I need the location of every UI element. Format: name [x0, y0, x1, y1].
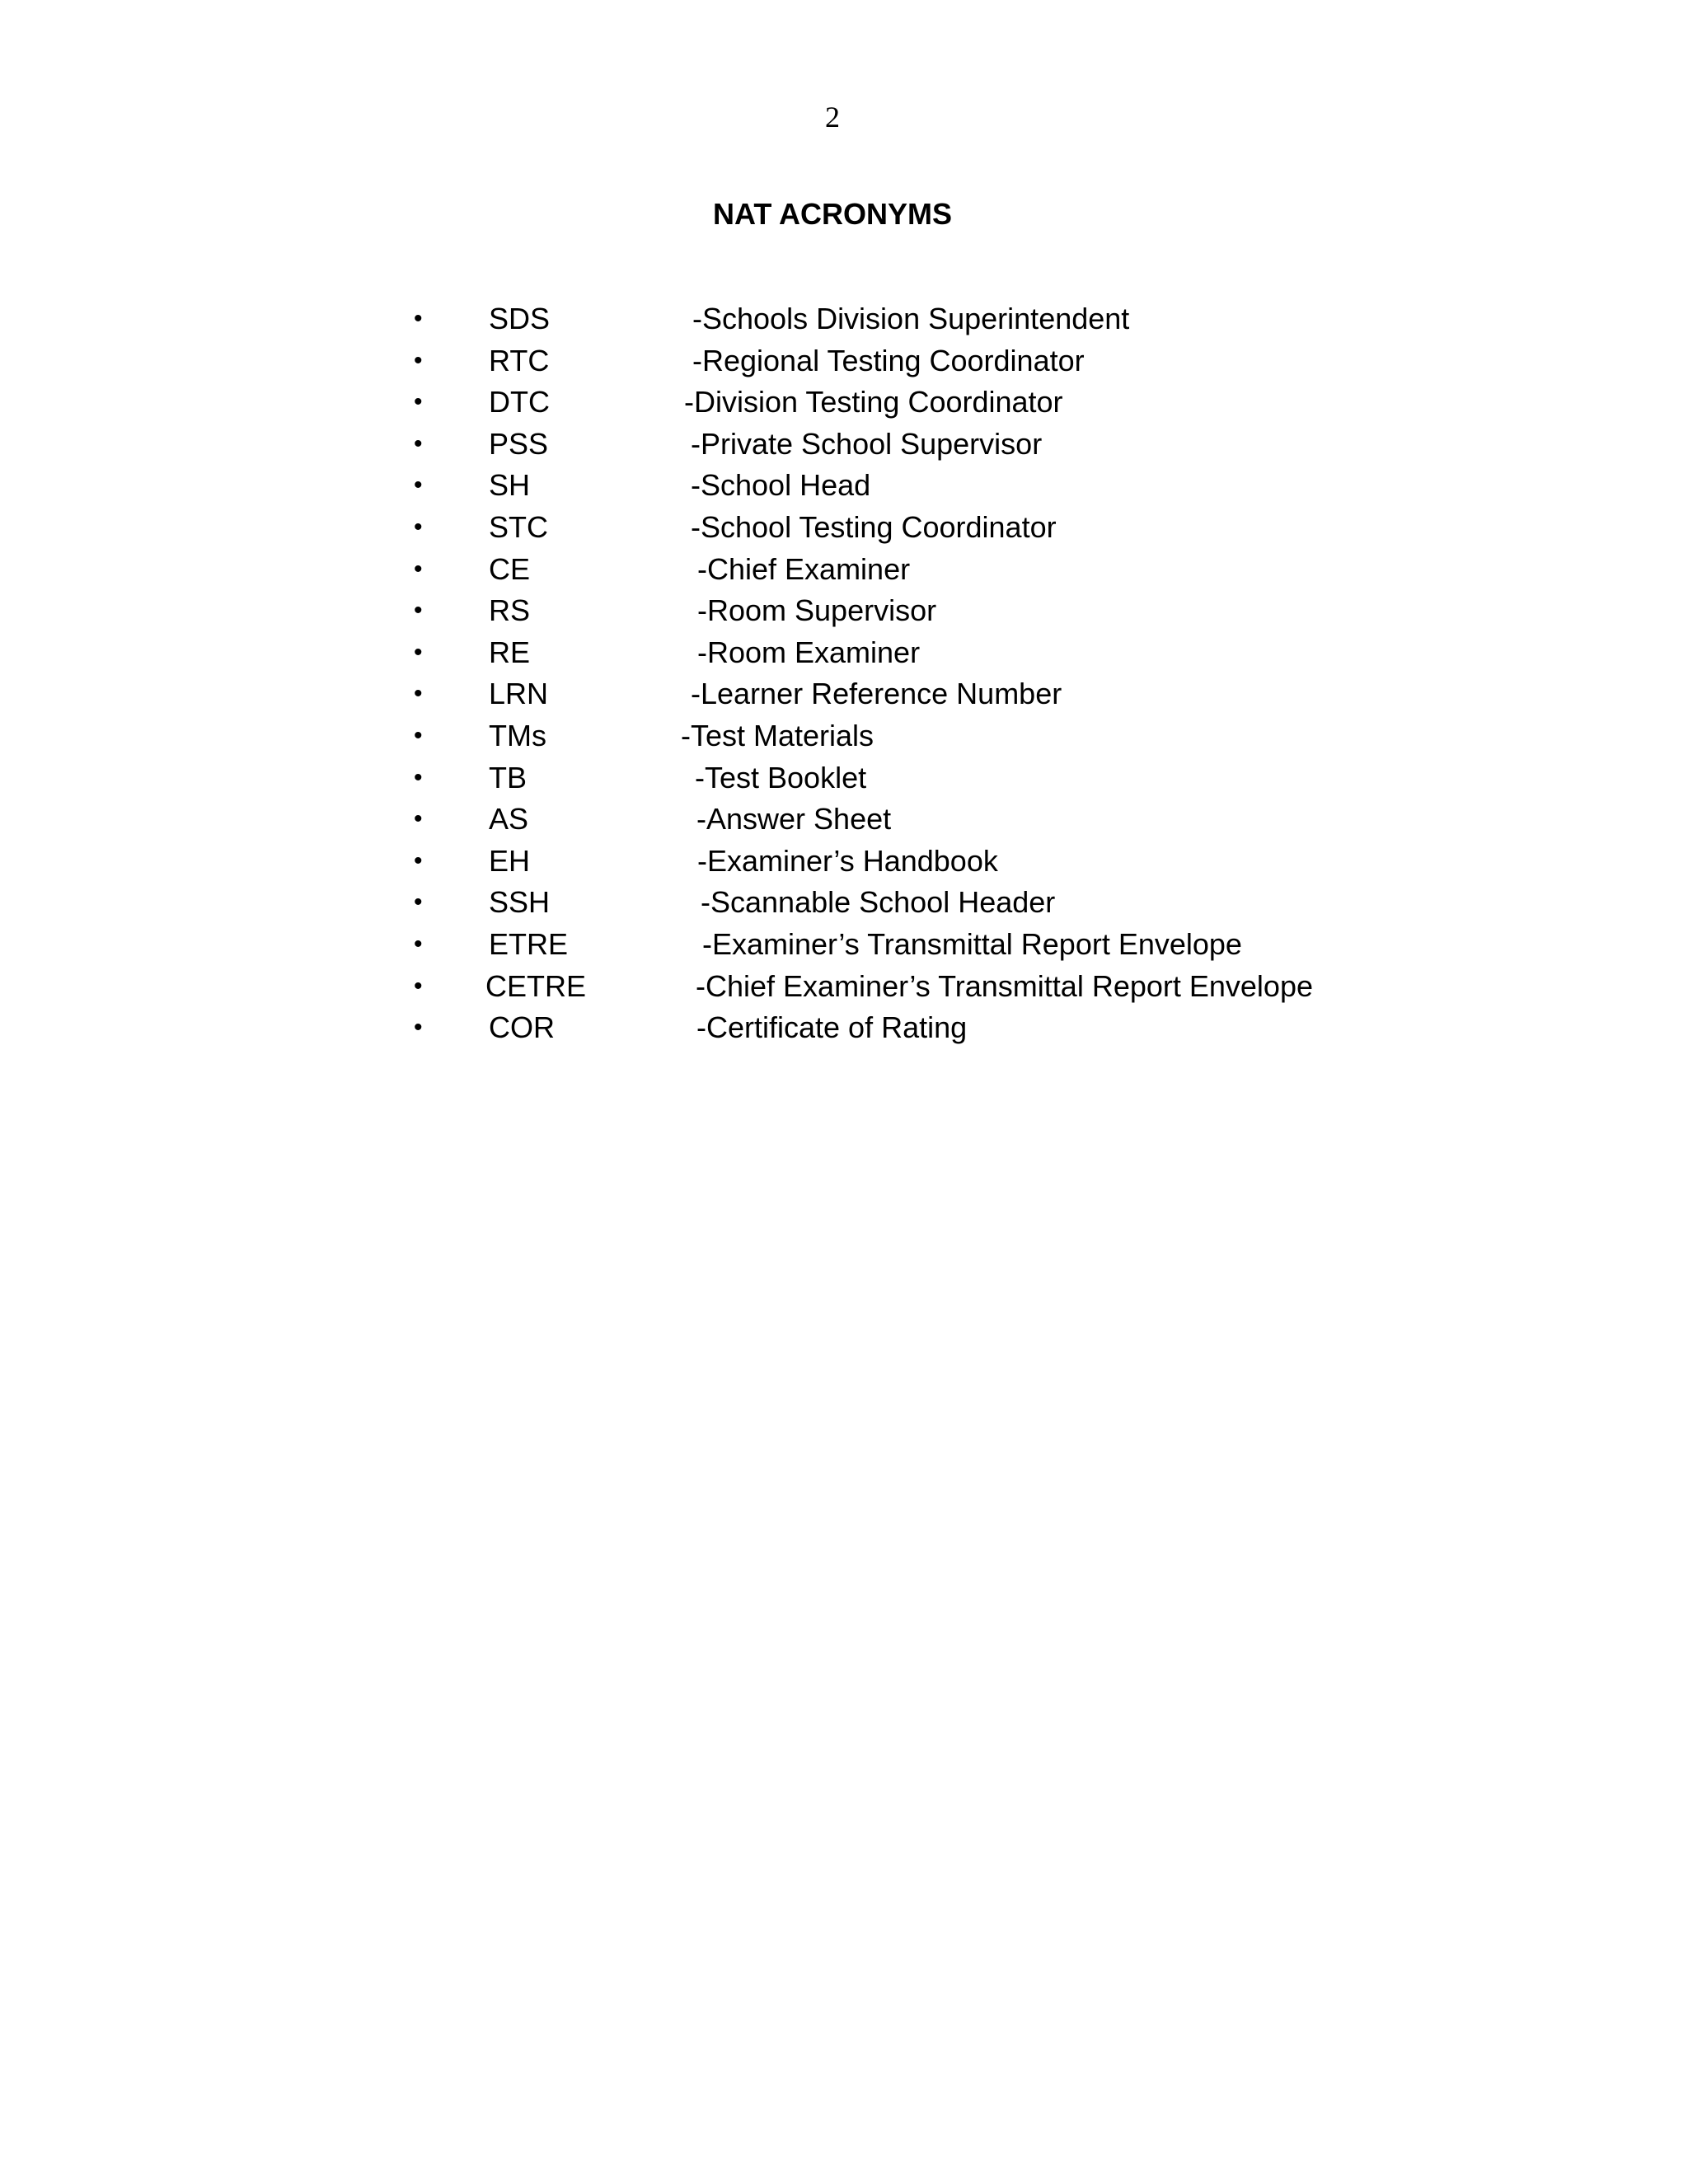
acronym-abbreviation: DTC	[489, 385, 550, 419]
bullet-icon: •	[414, 1014, 423, 1042]
list-item	[0, 1007, 1688, 1049]
acronym-abbreviation: AS	[489, 802, 529, 837]
bullet-icon: •	[414, 888, 423, 916]
bullet-icon: •	[414, 930, 423, 958]
acronym-abbreviation: SH	[489, 468, 531, 503]
acronym-definition: -Room Examiner	[697, 635, 921, 669]
acronym-definition: -Examiner’s Transmittal Report Envelope	[702, 926, 1242, 961]
bullet-icon: •	[414, 388, 423, 416]
acronym-definition: -School Head	[691, 468, 871, 503]
list-item	[0, 549, 1688, 591]
list-item	[0, 966, 1688, 1008]
list-item	[0, 924, 1688, 966]
acronym-definition: -Certificate of Rating	[696, 1010, 968, 1045]
acronym-definition: -Scannable School Header	[701, 885, 1056, 920]
acronym-definition: -Test Materials	[681, 718, 874, 752]
acronym-definition: -Chief Examiner’s Transmittal Report Envelope	[696, 968, 1313, 1003]
list-item	[0, 882, 1688, 924]
list-item	[0, 715, 1688, 757]
bullet-icon: •	[414, 429, 423, 457]
list-item	[0, 382, 1688, 424]
bullet-icon: •	[414, 721, 423, 749]
list-item	[0, 507, 1688, 549]
list-item	[0, 590, 1688, 632]
bullet-icon: •	[414, 805, 423, 833]
acronym-abbreviation: COR	[489, 1010, 555, 1045]
acronym-abbreviation: SSH	[489, 885, 551, 920]
acronym-definition: -Test Booklet	[695, 760, 867, 794]
acronym-abbreviation: RS	[489, 593, 531, 628]
acronym-abbreviation: LRN	[489, 677, 549, 711]
page-title: NAT ACRONYMS	[713, 197, 952, 231]
bullet-icon: •	[414, 763, 423, 791]
bullet-icon: •	[414, 346, 423, 374]
acronym-definition: -Learner Reference Number	[691, 677, 1062, 711]
acronym-definition: -Private School Supervisor	[691, 426, 1043, 461]
bullet-icon: •	[414, 471, 423, 499]
bullet-icon: •	[414, 972, 423, 1000]
list-item	[0, 673, 1688, 715]
bullet-icon: •	[414, 305, 423, 332]
list-item	[0, 757, 1688, 799]
acronym-abbreviation: PSS	[489, 426, 549, 461]
acronym-abbreviation: ETRE	[489, 926, 569, 961]
list-item	[0, 465, 1688, 507]
list-item	[0, 340, 1688, 382]
bullet-icon: •	[414, 846, 423, 874]
bullet-icon: •	[414, 597, 423, 625]
acronym-list	[0, 298, 1688, 1049]
acronym-definition: -Answer Sheet	[696, 802, 892, 837]
list-item	[0, 632, 1688, 674]
bullet-icon: •	[414, 680, 423, 708]
bullet-icon: •	[414, 513, 423, 541]
acronym-abbreviation: EH	[489, 843, 531, 878]
list-item	[0, 424, 1688, 466]
bullet-icon: •	[414, 555, 423, 583]
acronym-abbreviation: TB	[489, 760, 528, 794]
acronym-abbreviation: CE	[489, 551, 531, 586]
bullet-icon: •	[414, 638, 423, 666]
acronym-abbreviation: RTC	[489, 343, 550, 377]
acronym-definition: -School Testing Coordinator	[691, 509, 1057, 544]
page-number: 2	[825, 101, 840, 134]
acronym-abbreviation: STC	[489, 509, 548, 544]
acronym-definition: -Examiner’s Handbook	[697, 843, 998, 878]
acronym-definition: -Chief Examiner	[697, 551, 911, 586]
acronym-abbreviation: RE	[489, 635, 531, 669]
acronym-definition: -Regional Testing Coordinator	[692, 343, 1085, 377]
acronym-abbreviation: TMs	[489, 718, 546, 752]
acronym-definition: -Schools Division Superintendent	[692, 302, 1130, 335]
acronym-definition: -Room Supervisor	[697, 593, 937, 628]
acronym-abbreviation: SDS	[489, 302, 551, 335]
list-item	[0, 799, 1688, 841]
acronym-definition: -Division Testing Coordinator	[684, 385, 1063, 419]
list-item	[0, 841, 1688, 883]
list-item	[0, 298, 1688, 340]
acronym-abbreviation: CETRE	[485, 968, 587, 1003]
